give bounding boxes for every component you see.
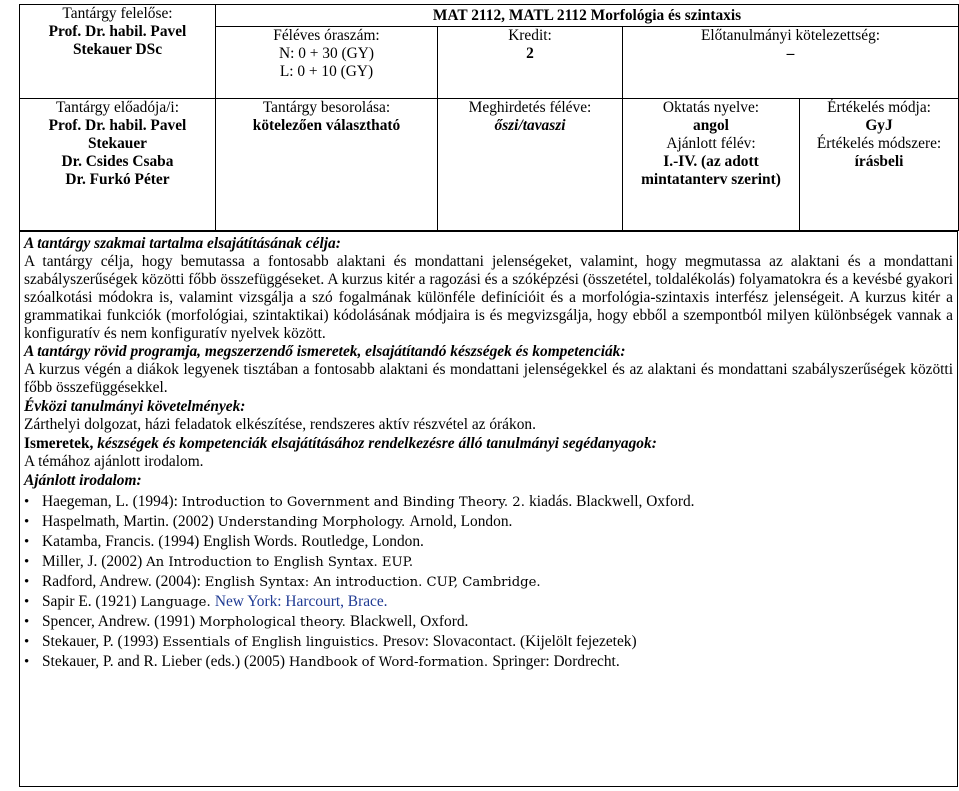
ref-author: Miller, J. (2002) [42, 553, 147, 570]
ref-title: Handbook of Word-formation. [288, 655, 493, 670]
ref-title: An Introduction to English Syntax. EUP. [146, 555, 414, 570]
materials-text: A témához ajánlott irodalom. [24, 453, 204, 470]
ref-author: Haspelmath, Martin. (2002) [42, 513, 218, 530]
program-heading: A tantárgy rövid programja, megszerzendő ismeretek, elsajátítandó készségek és kompetenciák: [24, 343, 626, 360]
evaluation-cell [800, 99, 959, 231]
requirements-text: Zárthelyi dolgozat, házi feladatok elkészítése, rendszeres aktív részvétel az órákon. [24, 416, 536, 433]
ref-publisher: Springer: Dordrecht. [492, 653, 620, 670]
ref-publisher: Presov: Slovacontact. (Kijelölt fejezetek) [382, 633, 637, 650]
list-item [24, 632, 953, 652]
requirements-heading: Évközi tanulmányi követelmények: [24, 398, 246, 415]
ref-author: Haegeman, L. (1994): [42, 493, 182, 510]
hours-n: N: 0 + 30 (GY) [278, 45, 375, 62]
list-item [24, 652, 953, 672]
ref-title: Understanding Morphology. [217, 515, 410, 530]
list-item [24, 612, 953, 632]
ref-author: Radford, Andrew. (2004): [42, 573, 205, 590]
eval-method-label: Értékelés módszere: [816, 135, 942, 152]
goal-text: A tantárgy célja, hogy bemutassa a fontosabb alaktani és mondattani jelenségeket, valamint, hogy megmutassa az alaktani és a mondattani szabályszerűségek közötti főbb összefüggéseket. A kurzus kitér a ragozási és a szóképzési (összetétel, toldalékolás) folyamatokra és a kevésbé gyakori szóalkotási módokra is, valamint vizsgálja a szó fogalmának különféle definícióit és a morfológia-szintaxis interfész jelenségeit. A kurzus kitér a grammatikai funkciók (morfológiai, szintaktikai) kódolásának módjaira is és megvizsgálja, hogy ebből a szempontból milyen különbségek vannak a konfiguratív és nem konfiguratív nyelvek között. [24, 253, 953, 342]
ref-author: Stekauer, P. and R. Lieber (eds.) (2005) [42, 653, 289, 670]
prereq-label: Előtanulmányi kötelezettség: [700, 27, 881, 44]
list-item [24, 592, 953, 612]
materials-heading-rest: készségek és kompetenciák elsajátításához rendelkezésre álló tanulmányi segédanyagok: [93, 435, 657, 452]
lecturer-name: Prof. Dr. habil. Pavel Stekauer [48, 117, 187, 152]
hours-label: Féléves óraszám: [273, 27, 380, 44]
responsible-cell [20, 5, 216, 99]
recommended-label: Ajánlott félév: [666, 135, 756, 152]
ref-publisher: Arnold, London. [409, 513, 513, 530]
ref-author: Sapir E. (1921) [42, 593, 141, 610]
lecturers-label: Tantárgy előadója/i: [55, 99, 179, 116]
language-value: angol [693, 117, 729, 134]
course-header-table [19, 4, 959, 231]
ref-title: Essentials of English linguistics. [162, 635, 383, 650]
lecturer-name: Dr. Furkó Péter [65, 171, 170, 188]
responsible-label: Tantárgy felelőse: [62, 5, 173, 22]
classification-label: Tantárgy besorolása: [262, 99, 391, 116]
lecturers-cell [20, 99, 216, 231]
credit-label: Kredit: [508, 27, 552, 44]
hours-cell [216, 27, 438, 99]
hours-l: L: 0 + 10 (GY) [279, 63, 374, 80]
course-title: MAT 2112, MATL 2112 Morfológia és szintaxis [216, 5, 959, 27]
literature-heading: Ajánlott irodalom: [24, 472, 142, 489]
course-description [19, 231, 958, 787]
list-item [24, 512, 953, 532]
ref-publisher: New York: Harcourt, Brace. [214, 593, 388, 610]
materials-heading-lead: Ismeretek, [24, 435, 94, 452]
ref-author: Stekauer, P. (1993) [42, 633, 163, 650]
list-item [24, 572, 953, 592]
language-label: Oktatás nyelve: [662, 99, 760, 116]
list-item [24, 532, 953, 552]
ref-publisher: kiadás. Blackwell, Oxford. [529, 493, 695, 510]
prereq-value: – [786, 45, 795, 62]
prereq-cell [623, 27, 959, 99]
recommended-note: (az adott mintatanterv szerint) [641, 153, 781, 188]
materials-heading [24, 435, 953, 453]
program-text: A kurzus végén a diákok legyenek tisztában a fontosabb alaktani és mondattani jelenségekkel és az alaktani és mondattani szabályszerűségek közötti főbb összefüggésekkel. [24, 361, 953, 396]
ref-title: Language. [140, 595, 215, 610]
list-item [24, 552, 953, 572]
eval-mode-value: GyJ [865, 117, 893, 134]
lecturer-name: Dr. Csides Csaba [61, 153, 174, 170]
literature-list [24, 492, 953, 672]
semester-label: Meghirdetés féléve: [468, 99, 592, 116]
ref-title: Morphological theory. [198, 615, 350, 630]
eval-mode-label: Értékelés módja: [827, 99, 931, 116]
recommended-value [625, 153, 797, 189]
language-cell [623, 99, 800, 231]
credit-cell [438, 27, 623, 99]
eval-method-value: írásbeli [854, 153, 904, 170]
credit-value: 2 [526, 45, 534, 62]
goal-heading: A tantárgy szakmai tartalma elsajátításának célja: [24, 235, 341, 252]
list-item [24, 492, 953, 512]
ref-title: English Syntax: An introduction. CUP, Cambridge. [204, 575, 541, 590]
ref-publisher: Blackwell, Oxford. [349, 613, 469, 630]
responsible-name: Prof. Dr. habil. Pavel Stekauer DSc [48, 23, 187, 58]
semester-cell [438, 99, 623, 231]
classification-value: kötelezően választható [252, 117, 401, 134]
recommended-semesters: I.-IV. [663, 153, 698, 170]
classification-cell [216, 99, 438, 231]
ref-author: Katamba, Francis. (1994) English Words. Routledge, London. [42, 533, 424, 550]
semester-value: őszi/tavaszi [494, 117, 566, 134]
ref-title: Introduction to Government and Binding Theory. 2. [181, 495, 530, 510]
ref-author: Spencer, Andrew. (1991) [42, 613, 199, 630]
